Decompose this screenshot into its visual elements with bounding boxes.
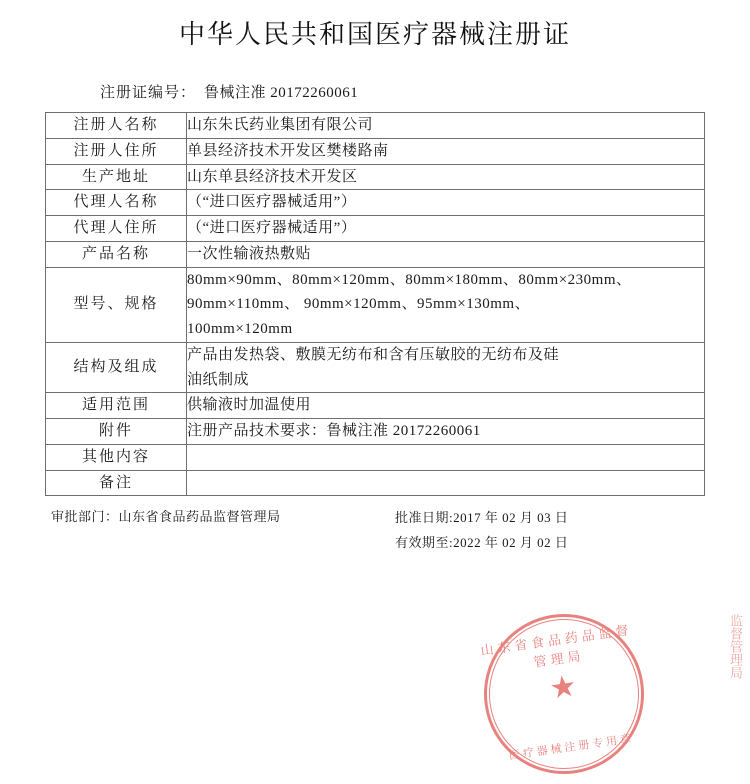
row-value bbox=[187, 113, 705, 139]
table-row bbox=[46, 393, 705, 419]
row-value bbox=[187, 267, 705, 342]
registration-number-value: 鲁械注准 20172260061 bbox=[204, 85, 359, 101]
row-label: 适用范围 bbox=[46, 393, 187, 419]
approval-department: 审批部门：山东省食品药品监督管理局 bbox=[51, 509, 281, 525]
value-line: 供输液时加温使用 bbox=[187, 397, 312, 414]
row-label: 注册人住所 bbox=[46, 138, 187, 164]
value-line: 90mm×110mm、 90mm×120mm、95mm×130mm、 bbox=[187, 296, 531, 313]
value-line: 100mm×120mm bbox=[187, 321, 293, 337]
registration-number bbox=[0, 81, 750, 102]
row-label: 生产地址 bbox=[46, 164, 187, 190]
registration-number-label: 注册证编号： bbox=[100, 85, 197, 101]
value-line: （“进口医疗器械适用”） bbox=[187, 220, 357, 236]
row-label: 产品名称 bbox=[46, 241, 187, 267]
certificate-page bbox=[0, 14, 750, 764]
value-line: （“进口医疗器械适用”） bbox=[187, 194, 357, 211]
row-value bbox=[187, 470, 705, 496]
row-value bbox=[187, 138, 705, 164]
value-line: 注册产品技术要求：鲁械注准 20172260061 bbox=[187, 423, 481, 439]
row-value bbox=[187, 444, 705, 470]
value-line: 单县经济技术开发区樊楼路南 bbox=[187, 142, 389, 159]
table-row bbox=[46, 342, 705, 393]
value-line: 油纸制成 bbox=[187, 371, 250, 388]
table-row bbox=[46, 216, 705, 242]
value-line: 产品由发热袋、敷膜无纺布和含有压敏胶的无纺布及硅 bbox=[187, 346, 560, 363]
approval-dates bbox=[395, 506, 568, 555]
seal-bottom-text: 医疗器械注册专用章 bbox=[508, 732, 635, 763]
table-row bbox=[46, 470, 705, 496]
certificate-table bbox=[45, 112, 705, 496]
approval-date: 批准日期:2017 年 02 月 03 日 bbox=[395, 510, 569, 526]
table-row bbox=[46, 164, 705, 190]
valid-until-date: 有效期至:2022 年 02 月 02 日 bbox=[395, 534, 569, 550]
table-row bbox=[46, 267, 705, 342]
table-row bbox=[46, 241, 705, 267]
table-row bbox=[46, 138, 705, 164]
row-label: 注册人名称 bbox=[46, 113, 187, 139]
value-line bbox=[187, 471, 704, 496]
row-label: 附件 bbox=[46, 419, 187, 445]
value-line: 山东单县经济技术开发区 bbox=[187, 168, 358, 185]
row-label: 备注 bbox=[46, 470, 187, 496]
table-row bbox=[46, 419, 705, 445]
row-value bbox=[187, 216, 705, 242]
row-value bbox=[187, 241, 705, 267]
row-value bbox=[187, 164, 705, 190]
row-label: 代理人名称 bbox=[46, 190, 187, 216]
value-line bbox=[187, 445, 704, 470]
row-label: 型号、规格 bbox=[46, 267, 187, 342]
table-row bbox=[46, 113, 705, 139]
value-line: 80mm×90mm、80mm×120mm、80mm×180mm、80mm×230mm、 bbox=[187, 271, 632, 288]
row-value bbox=[187, 342, 705, 393]
seal-edge-text: 监督管理局 bbox=[728, 614, 743, 679]
row-label: 结构及组成 bbox=[46, 342, 187, 393]
row-value bbox=[187, 393, 705, 419]
row-value bbox=[187, 419, 705, 445]
row-label: 代理人住所 bbox=[46, 216, 187, 242]
seal-top-text: 山东省食品药品监督管理局 bbox=[479, 621, 634, 670]
row-value bbox=[187, 190, 705, 216]
value-line: 一次性输液热敷贴 bbox=[187, 245, 312, 262]
page-title: 中华人民共和国医疗器械注册证 bbox=[178, 20, 571, 49]
value-line: 山东朱氏药业集团有限公司 bbox=[187, 117, 374, 133]
row-label: 其他内容 bbox=[46, 444, 187, 470]
table-row bbox=[46, 190, 705, 216]
seal-star-icon: ★ bbox=[547, 669, 579, 706]
official-seal-stamp bbox=[474, 604, 655, 784]
table-row bbox=[46, 444, 705, 470]
